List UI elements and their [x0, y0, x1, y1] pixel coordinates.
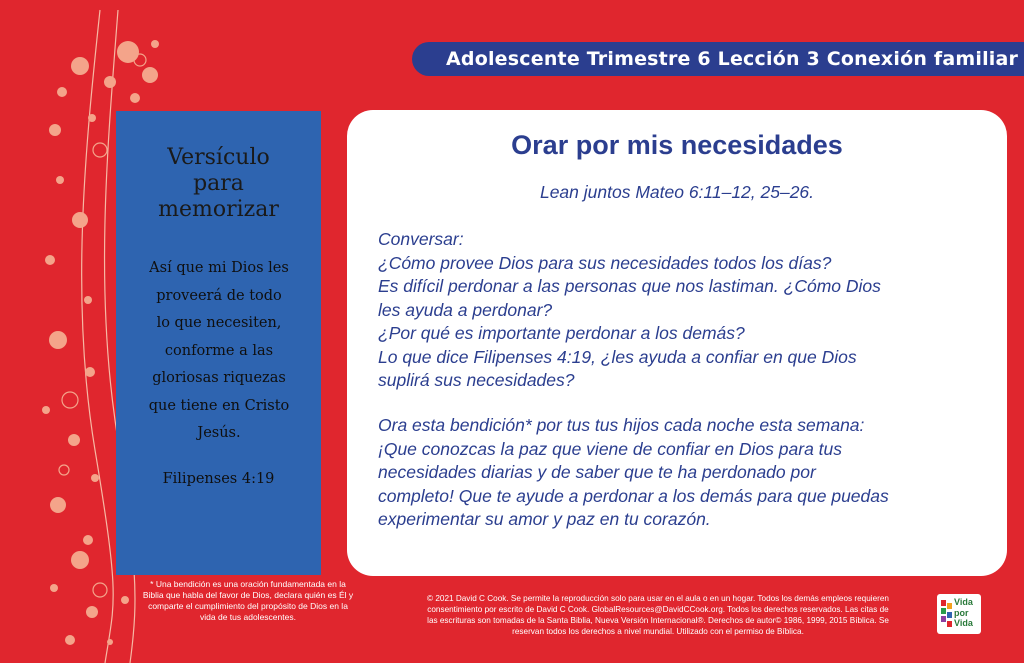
blessing-footnote	[132, 579, 364, 623]
blessing-line: experimentar su amor y paz en tu corazón.	[378, 509, 711, 529]
memory-verse-title-line: memorizar	[158, 197, 279, 222]
lesson-content-card	[347, 110, 1007, 576]
memory-verse-title-line: para	[193, 171, 244, 196]
blessing-line: Ora esta bendición* por tus tus hijos cada noche esta semana:	[378, 415, 865, 435]
footnote-line: Biblia que habla del favor de Dios, declara quién es Él y	[142, 590, 354, 600]
memory-verse-line: lo que necesiten,	[156, 315, 282, 331]
memory-verse-card	[116, 111, 321, 575]
memory-verse-title	[116, 145, 321, 223]
blessing-line: necesidades diarias y de saber que te ha perdonado por	[378, 462, 816, 482]
discussion-line: ¿Cómo provee Dios para sus necesidades todos los días?	[378, 252, 832, 273]
memory-verse-line: Jesús.	[197, 425, 241, 441]
footnote-line: vida de tus adolescentes.	[200, 612, 296, 622]
memory-verse-line: conforme a las	[164, 342, 274, 359]
blessing-section	[378, 414, 998, 532]
copyright-line: reservan todos los derechos a nivel mundial. Utilizado con el permiso de Bíblica.	[512, 627, 804, 636]
footnote-line: * Una bendición es una oración fundamentada en la	[150, 579, 346, 589]
logo-line: Vida	[954, 618, 973, 628]
discussion-line: Es difícil perdonar a las personas que nos lastiman. ¿Cómo Dios	[378, 276, 881, 296]
discussion-line: les ayuda a perdonar?	[378, 299, 553, 320]
logo-text	[954, 597, 980, 629]
memory-verse-line: gloriosas riquezas	[152, 370, 286, 386]
discussion-line: Lo que dice Filipenses 4:19, ¿les ayuda a confiar en que Dios	[378, 346, 857, 367]
memory-verse-line: proveerá de todo	[156, 287, 282, 304]
copyright-notice	[380, 593, 936, 637]
logo-mark-icon	[941, 600, 953, 628]
footnote-line: comparte el cumplimiento del propósito de Dios en la	[148, 601, 348, 611]
discussion-line: ¿Por qué es importante perdonar a los demás?	[378, 323, 745, 343]
copyright-line: consentimiento por escrito de David C Cook. GlobalResources@DavidCCook.org. Todos los derechos reservados. Las citas de	[427, 605, 889, 614]
logo-line: por	[954, 607, 969, 618]
copyright-line: © 2021 David C Cook. Se permite la reproducción solo para usar en el aula o en un hogar. Todos los demás empleos requieren	[427, 594, 889, 603]
vida-por-vida-logo	[937, 594, 981, 634]
discussion-line: Conversar:	[378, 229, 464, 249]
copyright-line: las escrituras son tomadas de la Santa Biblia, Nueva Versión Internacional®. Derechos de autor© 1986, 1999, 2015 Bíblica. Se	[427, 616, 889, 625]
memory-verse-line: que tiene en Cristo	[148, 397, 290, 414]
memory-verse-line: Así que mi Dios les	[149, 260, 289, 276]
logo-line: Vida	[954, 597, 973, 607]
memory-verse-reference: Filipenses 4:19	[162, 471, 275, 487]
lesson-title: Orar por mis necesidades	[511, 130, 843, 160]
reading-instruction: Lean juntos Mateo 6:11–12, 25–26.	[539, 182, 815, 202]
discussion-section	[378, 228, 998, 393]
lesson-header: Adolescente Trimestre 6 Lección 3 Conexión familiar	[412, 42, 1024, 76]
discussion-line: suplirá sus necesidades?	[378, 370, 575, 390]
blessing-line: completo! Que te ayude a perdonar a los demás para que puedas	[378, 485, 889, 506]
memory-verse-title-line: Versículo	[167, 145, 270, 170]
blessing-line: ¡Que conozcas la paz que viene de confiar en Dios para tus	[378, 438, 843, 459]
memory-verse-text	[130, 255, 308, 448]
